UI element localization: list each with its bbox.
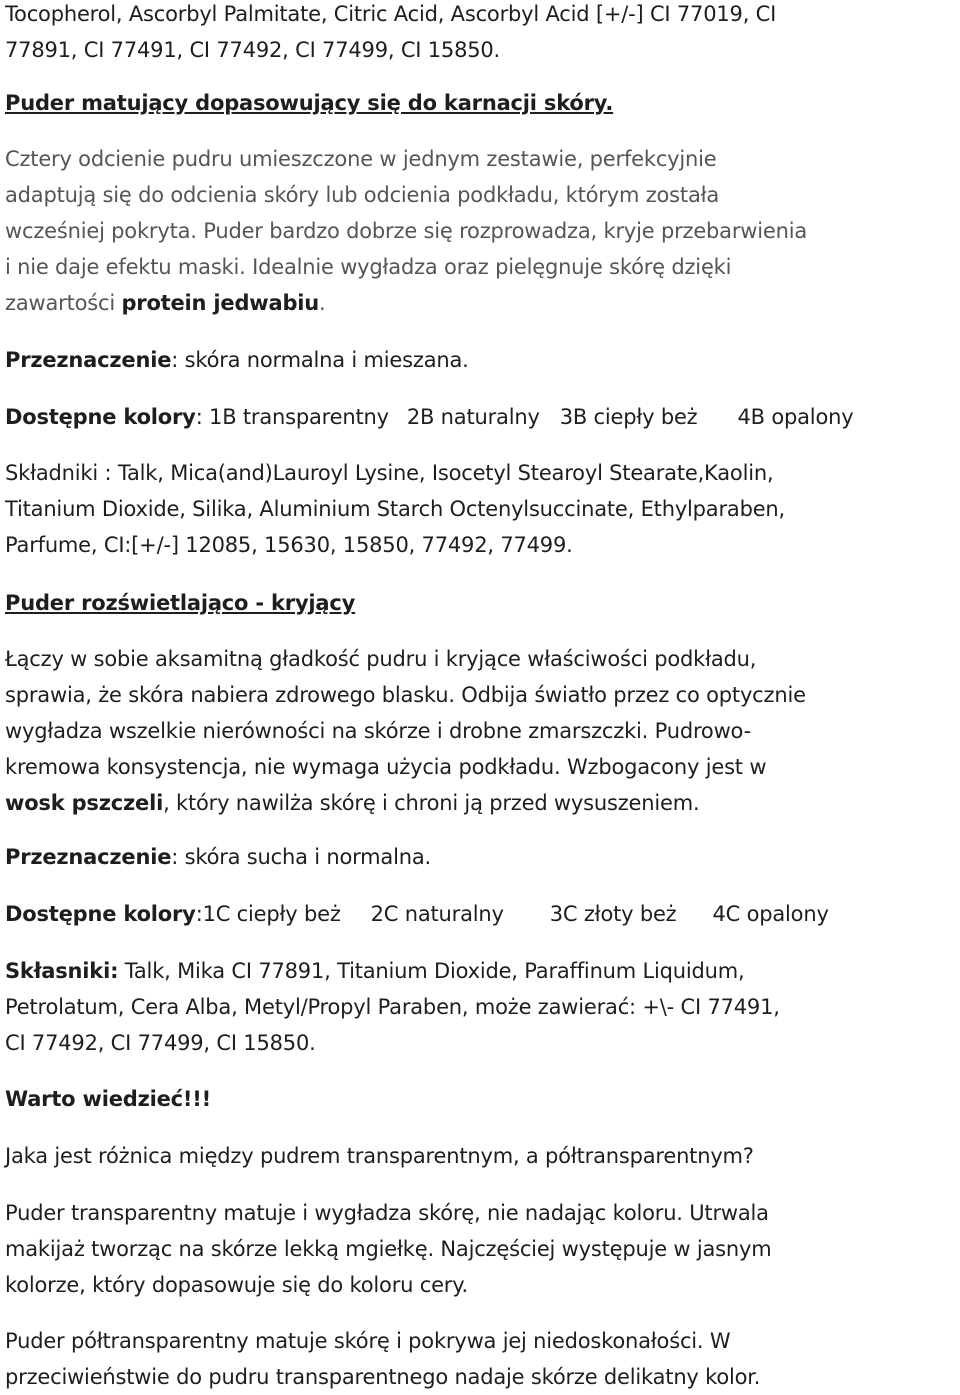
- text-line: przeciwieństwie do pudru transparentnego nadaje skórze delikatny kolor.: [5, 1365, 761, 1389]
- bold-term: wosk pszczeli: [5, 791, 164, 815]
- product1-description: [5, 141, 960, 321]
- text-line: kolorze, który dopasowuje się do koloru cery.: [5, 1273, 468, 1297]
- text-line: kremowa konsystencja, nie wymaga użycia podkładu. Wzbogacony jest w: [5, 755, 767, 779]
- faq-answer-transparent: [5, 1195, 960, 1303]
- text-line: [5, 213, 960, 249]
- text-fragment: wcześniej pokryta: [5, 219, 191, 243]
- text-line: Składniki : Talk, Mica(and)Lauroyl Lysine, Isocetyl Stearoyl Stearate,Kaolin,: [5, 461, 774, 485]
- product1-colors: [5, 399, 960, 435]
- bold-term: protein jedwabiu: [121, 291, 320, 315]
- product2-description: [5, 641, 960, 821]
- color-option: :1C ciepły beż: [195, 902, 341, 926]
- product2-colors: [5, 896, 960, 932]
- text-line: Parfume, CI:[+/-] 12085, 15630, 15850, 77492, 77499.: [5, 533, 573, 557]
- text-line: Tocopherol, Ascorbyl Palmitate, Citric Acid, Ascorbyl Acid [+/-] CI 77019, CI: [5, 2, 777, 26]
- text-line: Cztery odcienie pudru umieszczone w jednym zestawie, perfekcyjnie: [5, 147, 717, 171]
- text-line: Titanium Dioxide, Silika, Aluminium Starch Octenylsuccinate, Ethylparaben,: [5, 497, 786, 521]
- text-line: Puder transparentny matuje i wygładza skórę, nie nadając koloru. Utrwala: [5, 1201, 769, 1225]
- purpose-label: Przeznaczenie: [5, 845, 172, 869]
- text-line: Puder półtransparentny matuje skórę i pokrywa jej niedoskonałości. W: [5, 1329, 731, 1353]
- faq-heading: Warto wiedzieć!!!: [5, 1087, 212, 1111]
- colors-label: Dostępne kolory: [5, 902, 196, 926]
- text-line: adaptują się do odcienia skóry lub odcienia podkładu, którym została: [5, 183, 720, 207]
- color-option: 3B ciepły beż: [559, 405, 698, 429]
- text-fragment: i nie daje efektu maski: [5, 255, 240, 279]
- colors-label: Dostępne kolory: [5, 405, 196, 429]
- text-line: Petrolatum, Cera Alba, Metyl/Propyl Paraben, może zawierać: +\- CI 77491,: [5, 995, 780, 1019]
- color-option: 3C złoty beż: [549, 902, 677, 926]
- text-fragment: zawartości: [5, 291, 122, 315]
- faq-question: Jaka jest różnica między pudrem transparentnym, a półtransparentnym?: [5, 1144, 754, 1168]
- text-line: [5, 785, 960, 821]
- text-line: sprawia, że skóra nabiera zdrowego blasku. Odbija światło przez co optycznie: [5, 683, 806, 707]
- text-line: [5, 249, 960, 285]
- color-option: 4C opalony: [712, 902, 829, 926]
- color-option: 4B opalony: [737, 405, 854, 429]
- text-line: makijaż tworząc na skórze lekką mgiełkę. Najczęściej występuje w jasnym: [5, 1237, 772, 1261]
- product1-title: Puder matujący dopasowujący się do karnacji skóry.: [5, 91, 614, 115]
- color-option: 2C naturalny: [370, 902, 504, 926]
- product2-purpose: [5, 839, 960, 875]
- text-fragment: . Idealnie wygładza oraz pielęgnuje skórę dzięki: [239, 255, 732, 279]
- text-line: wygładza wszelkie nierówności na skórze i drobne zmarszczki. Pudrowo-: [5, 719, 751, 743]
- color-option: : 1B transparentny: [195, 405, 389, 429]
- text-line: CI 77492, CI 77499, CI 15850.: [5, 1031, 316, 1055]
- text-fragment: , który nawilża skórę i chroni ją przed wysuszeniem.: [163, 791, 700, 815]
- text-line: [5, 953, 960, 989]
- ingredients-label: Skłasniki:: [5, 959, 119, 983]
- purpose-value: : skóra sucha i normalna.: [171, 845, 431, 869]
- text-line: [5, 285, 960, 321]
- text-fragment: .: [319, 291, 326, 315]
- purpose-label: Przeznaczenie: [5, 348, 172, 372]
- product2-ingredients: [5, 953, 960, 1061]
- color-option: 2B naturalny: [406, 405, 540, 429]
- purpose-value: : skóra normalna i mieszana.: [171, 348, 469, 372]
- faq-answer-semitransparent: [5, 1323, 960, 1395]
- text-line: 77891, CI 77491, CI 77492, CI 77499, CI 15850.: [5, 38, 501, 62]
- text-fragment: . Puder bardzo dobrze się rozprowadza, kryje przebarwienia: [190, 219, 808, 243]
- product1-purpose: [5, 342, 960, 378]
- text-line: Łączy w sobie aksamitną gładkość pudru i kryjące właściwości podkładu,: [5, 647, 757, 671]
- text-fragment: Talk, Mika CI 77891, Titanium Dioxide, Paraffinum Liquidum,: [118, 959, 745, 983]
- ingredients-continued: [5, 0, 960, 68]
- product1-ingredients: [5, 455, 960, 563]
- product2-title: Puder rozświetlająco - kryjący: [5, 591, 356, 615]
